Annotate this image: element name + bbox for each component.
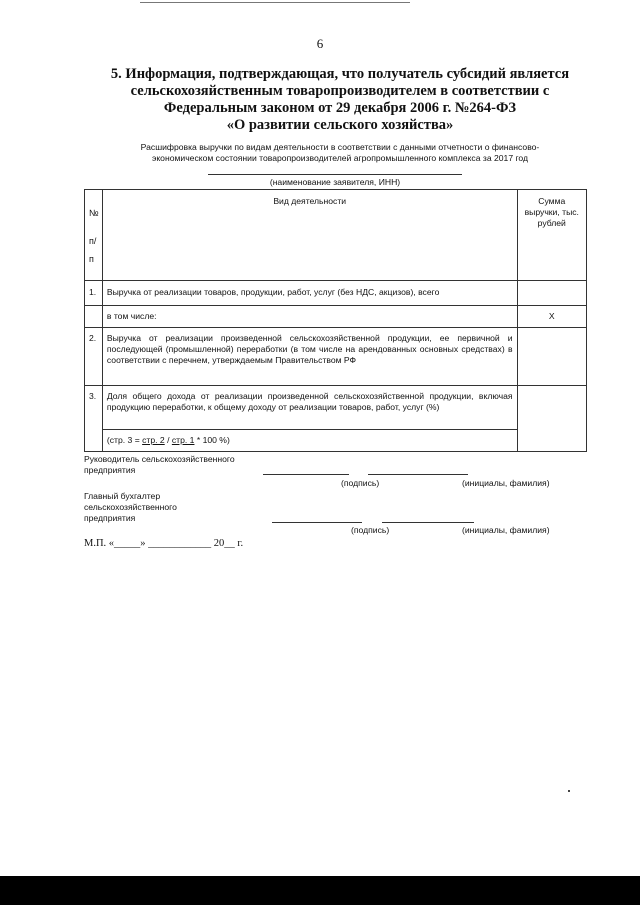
formula-ref-1: стр. 1	[171, 435, 195, 445]
formula-prefix: (стр. 3 =	[106, 435, 143, 445]
accountant-initials-line[interactable]	[382, 522, 474, 523]
row-number: 2.	[85, 328, 103, 386]
table-header-row	[85, 190, 587, 281]
applicant-caption: (наименование заявителя, ИНН)	[269, 177, 401, 187]
table-row	[85, 328, 587, 386]
accountant-signature-line[interactable]	[272, 522, 362, 523]
page-number: 6	[316, 36, 324, 51]
accountant-title-line-3: предприятия	[84, 513, 136, 523]
title-line-2: сельскохозяйственным товаропроизводителем в соответствии с	[130, 83, 550, 99]
header-number-sign: №	[89, 208, 99, 218]
head-title	[84, 454, 235, 476]
header-number	[85, 190, 103, 281]
header-sum: Сумма выручки, тыс. рублей	[517, 190, 586, 281]
row-number	[85, 306, 103, 328]
row-number: 3.	[85, 386, 103, 452]
formula-suffix: * 100 %)	[194, 435, 230, 445]
header-number-pp: п/п	[89, 236, 97, 264]
row-activity: в том числе:	[102, 306, 517, 328]
title-line-4: «О развитии сельского хозяйства»	[226, 117, 454, 133]
subtitle-line-2: экономическом состоянии товаропроизводителей агропромышленного комплекса за 2017 год	[151, 153, 529, 163]
row-activity: Доля общего дохода от реализации произведенной сельскохозяйственной продукции, включая продукцию переработки, к общему доходу от реализации товаров, работ, услуг (%)	[102, 386, 517, 430]
table-row	[85, 281, 587, 306]
row-number: 1.	[85, 281, 103, 306]
header-activity: Вид деятельности	[102, 190, 517, 281]
scan-speck	[568, 790, 570, 792]
scan-bottom-border	[0, 876, 640, 905]
revenue-table	[84, 189, 587, 452]
row-sum-cell[interactable]	[517, 386, 586, 452]
head-signature-line[interactable]	[263, 474, 349, 475]
row-sum-cell: X	[517, 306, 586, 328]
applicant-fill-line[interactable]	[208, 174, 462, 175]
table-description	[95, 142, 585, 164]
subtitle-line-1: Расшифровка выручки по видам деятельности в соответствии с данными отчетности о финансово-	[140, 142, 540, 152]
row-activity: Выручка от реализации товаров, продукции, работ, услуг (без НДС, акцизов), всего	[102, 281, 517, 306]
table-row	[85, 306, 587, 328]
accountant-title	[84, 491, 177, 524]
head-title-line-1: Руководитель сельскохозяйственного	[84, 454, 235, 464]
accountant-title-line-1: Главный бухгалтер	[84, 491, 161, 501]
head-title-line-2: предприятия	[84, 465, 136, 475]
formula-slash: /	[164, 435, 172, 445]
row-formula	[102, 430, 517, 452]
stamp-and-date[interactable]: М.П. «_____» ____________ 20__ г.	[84, 538, 244, 549]
accountant-title-line-2: сельскохозяйственного	[84, 502, 177, 512]
formula-ref-2: стр. 2	[142, 435, 165, 445]
title-line-1: 5. Информация, подтверждающая, что получатель субсидий является	[110, 66, 570, 82]
top-edge-rule	[140, 2, 410, 3]
head-signature-caption: (подпись)	[341, 478, 380, 488]
head-initials-caption: (инициалы, фамилия)	[462, 478, 550, 488]
row-sum-cell[interactable]	[517, 281, 586, 306]
title-line-3: Федеральным законом от 29 декабря 2006 г. №264-ФЗ	[163, 100, 517, 116]
row-sum-cell[interactable]	[517, 328, 586, 386]
accountant-signature-caption: (подпись)	[351, 525, 390, 535]
section-title	[80, 66, 600, 134]
table-row	[85, 386, 587, 430]
head-initials-line[interactable]	[368, 474, 468, 475]
row-activity: Выручка от реализации произведенной сельскохозяйственной продукции, ее первичной и последующей (промышленной) переработки (в том числе на арендованных основных средствах) в соответствии с перечнем, утверждаемым Правительством РФ	[102, 328, 517, 386]
table-row	[85, 430, 587, 452]
accountant-initials-caption: (инициалы, фамилия)	[462, 525, 550, 535]
